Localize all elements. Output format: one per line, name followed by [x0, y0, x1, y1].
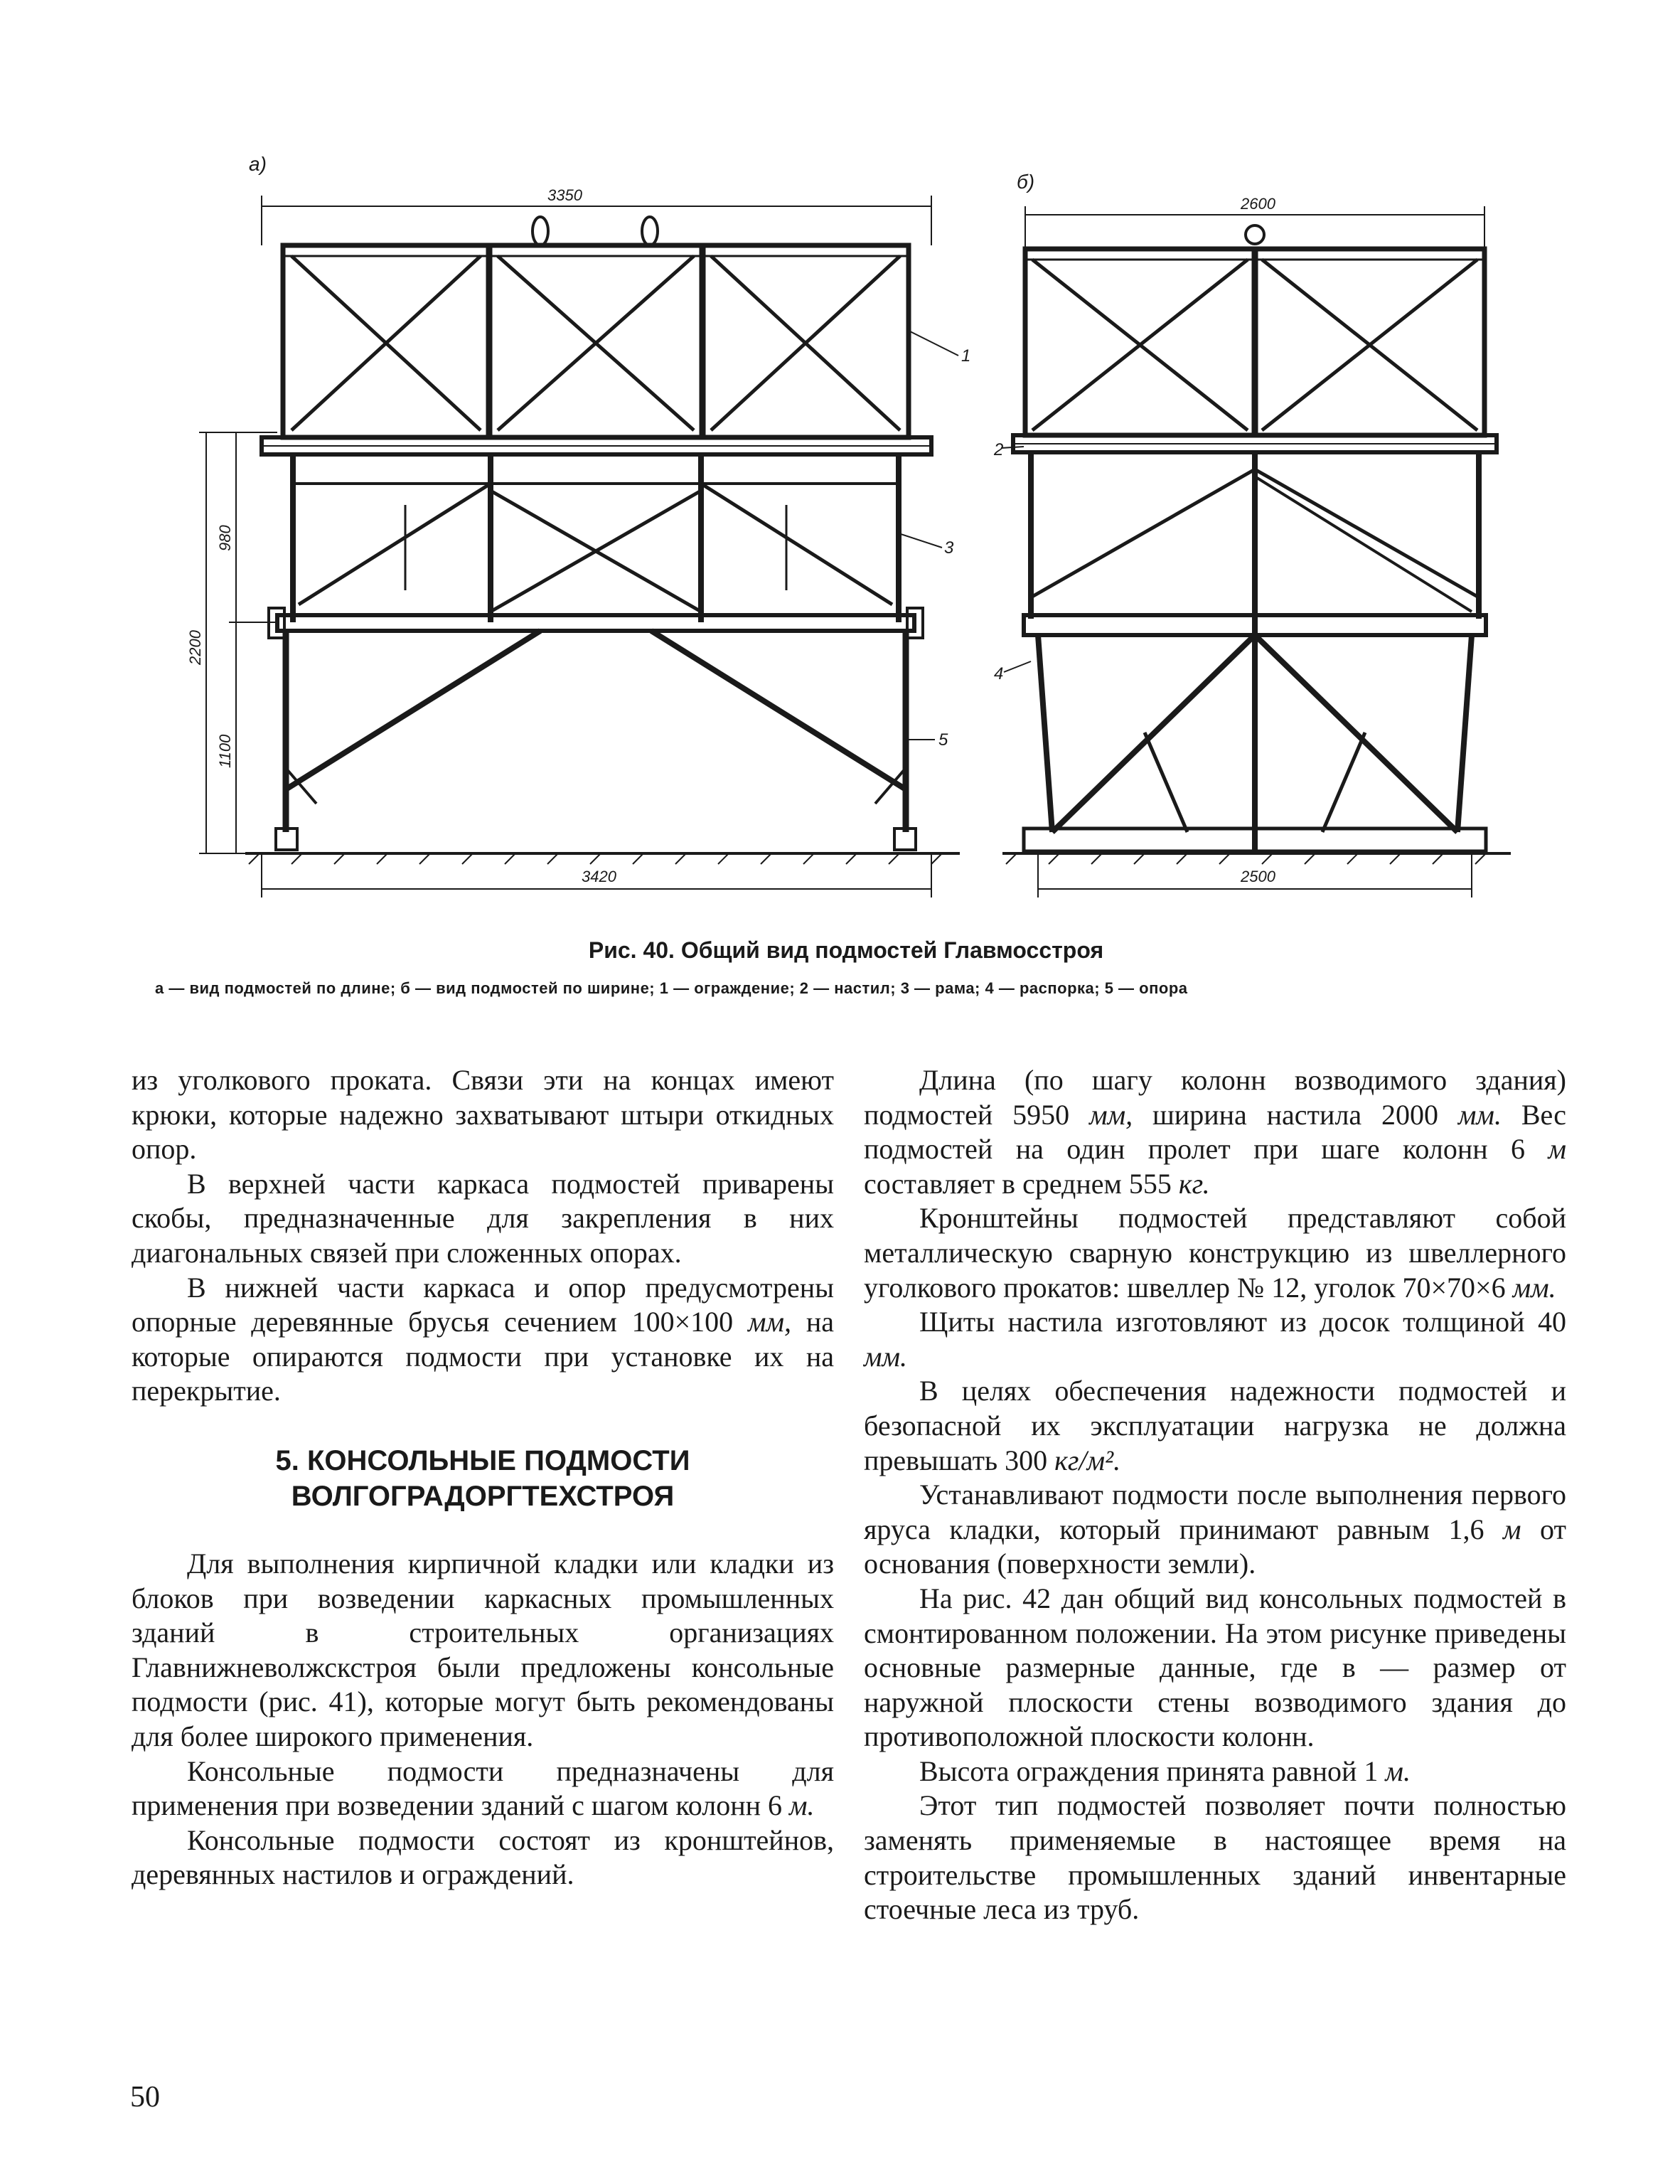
panel-a-label: а): [249, 153, 267, 175]
paragraph: Кронштейны подмостей представляют собой металлическую сварную конструкцию из швеллерного уголкового прокатов: швеллер № 12, уголок 70×70×6 мм.: [864, 1202, 1566, 1304]
right-column: [864, 1063, 1566, 1927]
paragraph: Устанавливают подмости после выполнения первого яруса кладки, который принимают равным 1,6 м от основания (поверхности земли).: [864, 1479, 1566, 1580]
left-column: [132, 1063, 834, 1892]
figure-legend: а — вид подмостей по длине; б — вид подмостей по ширине; 1 — ограждение; 2 — настил; 3 — рама; 4 — распорка; 5 — опора: [155, 979, 1188, 997]
paragraph: На рис. 42 дан общий вид консольных подмостей в смонтированном положении. На этом рисунке приведены основные размерные данные, где в — размер от наружной плоскости стены возводимого здания до противоположной плоскости колонн.: [864, 1582, 1566, 1753]
panel-b-drawing: [993, 171, 1511, 897]
paragraph: Этот тип подмостей позволяет почти полностью заменять применяемые в настоящее время на строительстве промышленных зданий инвентарные стоечные леса из труб.: [864, 1789, 1566, 1926]
panel-a-dim-bottom: 3420: [582, 868, 616, 885]
paragraph: В верхней части каркаса подмостей приварены скобы, предназначенные для закрепления в них диагональных связей при сложенных опорах.: [132, 1167, 834, 1269]
page-number: 50: [130, 2081, 160, 2114]
figure-40: [186, 149, 1514, 928]
panel-b-label: б): [1017, 171, 1035, 193]
panel-b-dim-bottom: 2500: [1241, 868, 1275, 885]
callout-1: 1: [961, 346, 971, 366]
paragraph: В целях обеспечения надежности подмостей и безопасной их эксплуатации нагрузка не должна превышать 300 кг/м².: [864, 1375, 1566, 1476]
panel-a-dim-lower: 1100: [216, 734, 234, 768]
panel-b-dim-top: 2600: [1241, 195, 1275, 213]
paragraph: Для выполнения кирпичной кладки или кладки из блоков при возведении каркасных промышленных зданий в строительных организациях Главнижневолжскстроя были предложены консольные подмости (рис. 41), которые могут быть рекомендованы для более широкого применения.: [132, 1547, 834, 1752]
panel-a-dim-upper: 980: [216, 525, 234, 551]
callout-5: 5: [938, 730, 948, 750]
callout-2: 2: [994, 440, 1004, 459]
figure-caption: Рис. 40. Общий вид подмостей Главмосстроя: [588, 937, 1104, 963]
paragraph: из уголкового проката. Связи эти на концах имеют крюки, которые надежно захватывают штыри откидных опор.: [132, 1064, 834, 1166]
paragraph: Щиты настила изготовляют из досок толщиной 40 мм.: [864, 1306, 1566, 1373]
panel-a-dim-total: 2200: [186, 630, 204, 665]
paragraph: Консольные подмости состоят из кронштейнов, деревянных настилов и ограждений.: [132, 1823, 834, 1891]
paragraph: Консольные подмости предназначены для применения при возведении зданий с шагом колонн 6 м.: [132, 1754, 834, 1822]
paragraph: Длина (по шагу колонн возводимого здания) подмостей 5950 мм, ширина настила 2000 мм. Вес подмостей на один пролет при шаге колонн 6 м составляет в среднем 555 кг.: [864, 1064, 1567, 1200]
panel-a-dim-top: 3350: [547, 186, 582, 204]
panel-a-drawing: [186, 153, 970, 897]
callout-3: 3: [944, 538, 954, 558]
callout-4: 4: [994, 664, 1004, 683]
paragraph: Высота ограждения принята равной 1 м.: [919, 1754, 1411, 1787]
paragraph: В нижней части каркаса и опор предусмотрены опорные деревянные брусья сечением 100×100 мм, на которые опираются подмости при установке их на перекрытие.: [132, 1271, 835, 1407]
section-heading: 5. КОНСОЛЬНЫЕ ПОДМОСТИ ВОЛГОГРАДОРГТЕХСТРОЯ: [275, 1444, 690, 1512]
